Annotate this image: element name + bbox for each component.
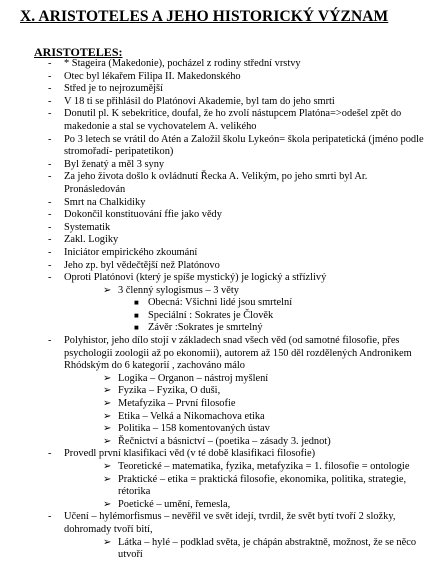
list-item [0, 260, 446, 273]
list-item-text: Za jeho života došlo k ovládnutí Řecka A. Velikým, po jeho smrti byl Ar. Pronásledován [64, 171, 368, 195]
list-item-text: Speciální : Sokrates je Člověk [148, 309, 274, 321]
dash-marker: - [48, 133, 52, 145]
list-item [0, 197, 446, 210]
list-item [0, 134, 446, 159]
arrow-marker-icon: ➢ [103, 385, 112, 397]
dash-marker: - [48, 171, 52, 183]
list-item [0, 448, 446, 461]
list-item [0, 474, 446, 499]
list-item-text: Iniciátor empirického zkoumání [64, 246, 198, 258]
list-item [0, 285, 446, 298]
arrow-marker-icon: ➢ [103, 461, 112, 472]
dash-marker: - [48, 272, 52, 284]
dash-marker: - [48, 259, 52, 271]
list-item-text: Učení – hylémorfismus – nevěřil ve svět idejí, tvrdil, že svět bytí tvoří 2 složky, dohromady tvoří bití, [64, 511, 396, 535]
dash-marker: - [48, 234, 52, 246]
list-item-text: Byl ženatý a měl 3 syny [64, 158, 165, 170]
dash-marker: - [48, 335, 52, 347]
list-item-text: Jeho zp. byl vědečtější než Platónovo [64, 259, 220, 271]
list-item-text: Poetické – umění, řemesla, [118, 498, 231, 510]
outline-list [0, 58, 446, 562]
arrow-marker-icon: ➢ [103, 536, 112, 548]
dash-marker: - [48, 58, 52, 69]
list-item-text: Systematik [64, 221, 111, 233]
square-bullet-icon: ■ [134, 298, 139, 308]
list-item-text: Donutil pl. K sebekritice, doufal, že ho zvolí nástupcem Platóna=>odešel zpět do makedonie a stal se vychovatelem A. velikého [64, 108, 402, 132]
list-item [0, 373, 446, 386]
list-item-text: Zakl. Logiky [64, 234, 119, 246]
list-item-text: Obecná: Všichni lidé jsou smrtelní [148, 297, 293, 309]
arrow-marker-icon: ➢ [103, 372, 112, 384]
page-title: X. ARISTOTELES A JEHO HISTORICKÝ VÝZNAM [20, 8, 389, 25]
list-item [0, 385, 446, 398]
list-item-text: Provedl první klasifikaci věd (v té době klasifikaci filosofie) [64, 448, 316, 460]
dash-marker: - [48, 70, 52, 82]
list-item-text: Polyhistor, jeho dílo stojí v základech snad všech věd (od samotné filosofie, přes psychologii zoologii až po ekonomii), autorem až 150 děl rozdělených Andronikem Rhódským do 6 kategorií , zachováno málo [64, 335, 412, 372]
list-item [0, 411, 446, 424]
list-item [0, 234, 446, 247]
list-item-text: Smrt na Chalkidiky [64, 196, 146, 208]
list-item-text: Praktické – etika = praktická filosofie, ekonomika, politika, strategie, rétorika [118, 473, 407, 498]
arrow-marker-icon: ➢ [103, 435, 112, 447]
list-item [0, 247, 446, 260]
dash-marker: - [48, 221, 52, 233]
list-item-text: Oproti Platónovi (který je spíše mystický) je logický a střízlivý [64, 272, 327, 284]
dash-marker: - [48, 158, 52, 170]
list-item [0, 96, 446, 109]
list-item-text: Teoretické – matematika, fyzika, metafyzika = 1. filosofie = ontologie [118, 461, 410, 472]
list-item [0, 461, 446, 474]
dash-marker: - [48, 108, 52, 120]
list-item-text: 3 členný sylogismus – 3 věty [118, 284, 239, 296]
arrow-marker-icon: ➢ [103, 410, 112, 422]
list-item [0, 423, 446, 436]
list-item [0, 322, 446, 335]
list-item-text: Politika – 158 komentovaných ústav [118, 423, 270, 435]
list-item [0, 58, 446, 71]
list-item-text: Po 3 letech se vrátil do Atén a Založil školu Lykeón= škola peripatetická (jméno podle stromořadí- peripatetikon) [64, 133, 424, 158]
arrow-marker-icon: ➢ [103, 423, 112, 435]
list-item [0, 108, 446, 133]
list-item-text: Fyzika – Fyzika, O duši, [118, 385, 221, 397]
arrow-marker-icon: ➢ [103, 498, 112, 510]
list-item-text: Logika – Organon – nástroj myšlení [118, 372, 269, 384]
list-item [0, 537, 446, 562]
list-item-text: * Stageira (Makedonie), pocházel z rodiny střední vrstvy [64, 58, 301, 69]
list-item-text: Dokončil konstituování ffie jako vědy [64, 209, 222, 221]
arrow-marker-icon: ➢ [103, 398, 112, 410]
list-item [0, 398, 446, 411]
section-heading: ARISTOTELES: [34, 45, 123, 59]
list-item [0, 511, 446, 536]
list-item-text: V 18 ti se přihlásil do Platónovi Akademie, byl tam do jeho smrti [64, 95, 335, 107]
list-item [0, 499, 446, 512]
list-item [0, 297, 446, 310]
list-item [0, 436, 446, 449]
dash-marker: - [48, 448, 52, 460]
list-item [0, 272, 446, 285]
dash-marker: - [48, 83, 52, 95]
list-item [0, 71, 446, 84]
square-bullet-icon: ■ [134, 310, 139, 320]
arrow-marker-icon: ➢ [103, 284, 112, 296]
list-item-text: Látka – hylé – podklad světa, je chápán abstraktně, možnost, že se něco utvoří [118, 536, 417, 561]
dash-marker: - [48, 209, 52, 221]
list-item [0, 83, 446, 96]
list-item-text: Řečnictví a básnictví – (poetika – zásady 3. jednot) [118, 435, 331, 447]
list-item-text: Etika – Velká a Nikomachova etika [118, 410, 265, 422]
list-item [0, 222, 446, 235]
list-item [0, 171, 446, 196]
square-bullet-icon: ■ [134, 323, 139, 333]
list-item [0, 335, 446, 373]
list-item [0, 159, 446, 172]
list-item [0, 209, 446, 222]
list-item-text: Střed je to nejrozumější [64, 83, 163, 95]
dash-marker: - [48, 511, 52, 523]
arrow-marker-icon: ➢ [103, 473, 112, 485]
dash-marker: - [48, 196, 52, 208]
dash-marker: - [48, 246, 52, 258]
list-item [0, 310, 446, 323]
dash-marker: - [48, 95, 52, 107]
list-item-text: Závěr :Sokrates je smrtelný [148, 322, 263, 334]
list-item-text: Otec byl lékařem Filipa II. Makedonského [64, 70, 241, 82]
list-item-text: Metafyzika – První filosofie [118, 398, 236, 410]
